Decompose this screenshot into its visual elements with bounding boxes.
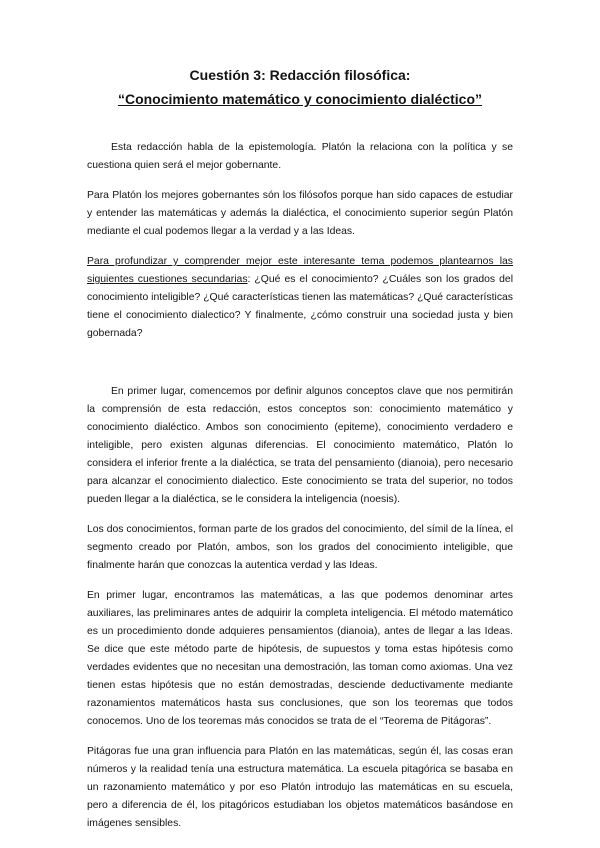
paragraph-intro: Esta redacción habla de la epistemología. Platón la relaciona con la política y se cuestiona quien será el mejor gobernante. xyxy=(87,142,513,171)
paragraph-pitagoras: Pitágoras fue una gran influencia para Platón en las matemáticas, según él, las cosas eran números y la realidad tenía una estructura matemática. La escuela pitagórica se basaba en un razonamiento matemático y por eso Platón introdujo las matemáticas en su escuela, pero a diferencia de él, los pitagóricos estudiaban los objetos matemáticos basándose en imágenes sensibles. xyxy=(87,746,513,829)
document-subtitle: “Conocimiento matemático y conocimiento dialéctico” xyxy=(117,91,483,107)
cuestiones-underlined: Para profundizar y comprender mejor este interesante tema podemos plantearnos las siguientes cuestiones secundarias xyxy=(87,256,513,285)
paragraph-gobernantes: Para Platón los mejores gobernantes són los filósofos porque han sido capaces de estudiar y entender las matemáticas y además la dialéctica, el conocimiento superior según Platón mediante el cual podemos llegar a la verdad y a las Ideas. xyxy=(87,190,513,237)
paragraph-cuestiones xyxy=(87,253,513,343)
document-title: Cuestión 3: Redacción filosófica: xyxy=(189,67,411,83)
paragraph-conceptos: En primer lugar, comencemos por definir algunos conceptos clave que nos permitirán la comprensión de esta redacción, estos conceptos son: conocimiento matemático y conocimiento dialéctico. Ambos son conocimiento (epiteme), conocimiento verdadero e inteligible, pero existen algunas diferencias. El conocimiento matemático, Platón lo considera el inferior frente a la dialéctica, se trata del pensamiento (dianoia), pero necesario para alcanzar el conocimiento dialectico. Este conocimiento se trata del superior, no todos pueden llegar a la dialéctica, se le considera la inteligencia (noesis). xyxy=(87,386,513,505)
paragraph-grados: Los dos conocimientos, forman parte de los grados del conocimiento, del símil de la línea, el segmento creado por Platón, ambos, son los grados del conocimiento inteligible, que finalmente harán que conozcas la autentica verdad y las Ideas. xyxy=(87,524,513,571)
paragraph-matematicas: En primer lugar, encontramos las matemáticas, a las que podemos denominar artes auxiliares, las preliminares antes de adquirir la completa inteligencia. El método matemático es un procedimiento donde adquieres pensamientos (dianoia), antes de llegar a las Ideas. Se dice que este método parte de hipótesis, de supuestos y toma estas hipótesis como verdades evidentes que no necesitan una demostración, las toman como axiomas. Una vez tienen estas hipótesis que no están demostradas, desciende deductivamente mediante razonamientos matemáticos hasta sus conclusiones, que son los teoremas que todos conocemos. Uno de los teoremas más conocidos se trata de el “Teorema de Pitágoras”. xyxy=(87,590,513,727)
cuestiones-rest: : ¿Qué es el conocimiento? ¿Cuáles son los grados del conocimiento inteligible? ¿Qué características tienen las matemáticas? ¿Qué características tiene el conocimiento dialectico? Y finalmente, ¿cómo construir una sociedad justa y bien gobernada? xyxy=(87,274,514,339)
